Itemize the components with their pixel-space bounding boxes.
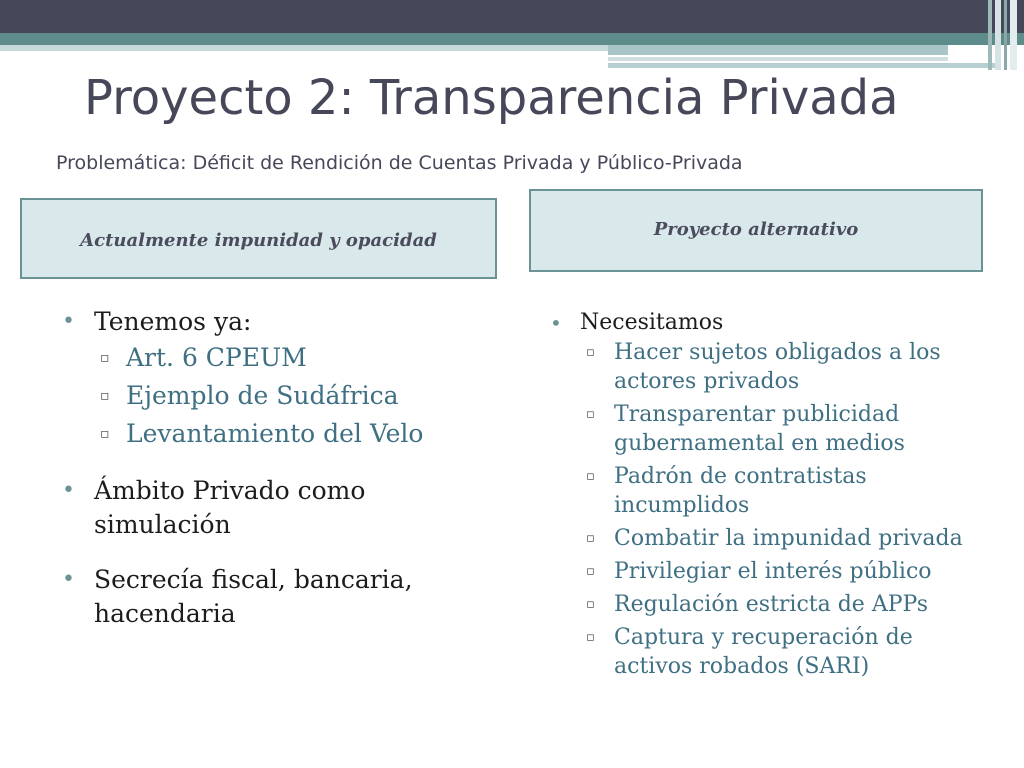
- right-column-header: [529, 189, 983, 272]
- sub-bullet-item: [550, 623, 990, 681]
- sub-bullet-text: Ejemplo de Sudáfrica: [126, 381, 399, 410]
- top-banner-light-stripe: [608, 45, 948, 55]
- list-spacer: [62, 542, 502, 563]
- square-bullet-icon: ▫: [586, 564, 595, 579]
- top-banner-light-stripe: [608, 63, 998, 68]
- square-bullet-icon: ▫: [586, 597, 595, 612]
- square-bullet-icon: ▫: [586, 345, 595, 360]
- top-banner-teal: [0, 33, 1024, 45]
- sub-bullet-item: [550, 557, 990, 586]
- bullet-dot-icon: •: [62, 567, 75, 592]
- sub-bullet-item: [62, 339, 502, 377]
- slide-title: Proyecto 2: Transparencia Privada: [84, 70, 899, 126]
- bullet-item: [550, 308, 990, 338]
- bullet-item: [62, 474, 502, 542]
- sub-bullet-text: Transparentar publicidad gubernamental en medios: [614, 402, 905, 456]
- sub-bullet-text: Padrón de contratistas incumplidos: [614, 464, 867, 518]
- bullet-text: Ámbito Privado como simulación: [94, 476, 366, 539]
- sub-bullet-item: [550, 400, 990, 458]
- sub-bullet-text: Art. 6 CPEUM: [126, 343, 307, 372]
- list-spacer: [62, 453, 502, 474]
- slide-subtitle: Problemática: Déficit de Rendición de Cuentas Privada y Público-Privada: [56, 152, 743, 174]
- sub-bullet-text: Captura y recuperación de activos robados (SARI): [614, 625, 913, 679]
- sub-bullet-item: [550, 338, 990, 396]
- bullet-dot-icon: •: [62, 309, 75, 334]
- square-bullet-icon: ▫: [586, 630, 595, 645]
- square-bullet-icon: ▫: [100, 388, 110, 404]
- sub-bullet-item: [62, 377, 502, 415]
- square-bullet-icon: ▫: [586, 531, 595, 546]
- sub-bullet-text: Regulación estricta de APPs: [614, 592, 929, 617]
- right-column-header-label: Proyecto alternativo: [653, 219, 859, 240]
- sub-bullet-text: Combatir la impunidad privada: [614, 526, 963, 551]
- left-bullet-list: [62, 305, 502, 631]
- top-banner-light-stripe: [0, 45, 608, 51]
- sub-bullet-item: [550, 462, 990, 520]
- left-column-header-label: Actualmente impunidad y opacidad: [80, 230, 437, 251]
- bullet-text: Secrecía fiscal, bancaria, hacendaria: [94, 565, 413, 628]
- sub-bullet-text: Privilegiar el interés público: [614, 559, 932, 584]
- sub-bullet-text: Hacer sujetos obligados a los actores privados: [614, 340, 941, 394]
- square-bullet-icon: ▫: [586, 407, 595, 422]
- bullet-item: [62, 563, 502, 631]
- square-bullet-icon: ▫: [100, 350, 110, 366]
- left-column-header: [20, 198, 497, 279]
- bullet-dot-icon: •: [550, 311, 562, 335]
- square-bullet-icon: ▫: [586, 469, 595, 484]
- bullet-dot-icon: •: [62, 478, 75, 503]
- top-banner-dark: [0, 0, 1024, 33]
- sub-bullet-item: [62, 415, 502, 453]
- sub-bullet-item: [550, 590, 990, 619]
- bullet-text: Tenemos ya:: [94, 307, 252, 336]
- bullet-item: [62, 305, 502, 339]
- right-bullet-list: [550, 308, 990, 685]
- corner-vertical-stripes: [988, 0, 1024, 70]
- bullet-text: Necesitamos: [580, 310, 724, 335]
- square-bullet-icon: ▫: [100, 426, 110, 442]
- sub-bullet-item: [550, 524, 990, 553]
- top-banner-light-stripe: [608, 57, 948, 61]
- sub-bullet-text: Levantamiento del Velo: [126, 419, 424, 448]
